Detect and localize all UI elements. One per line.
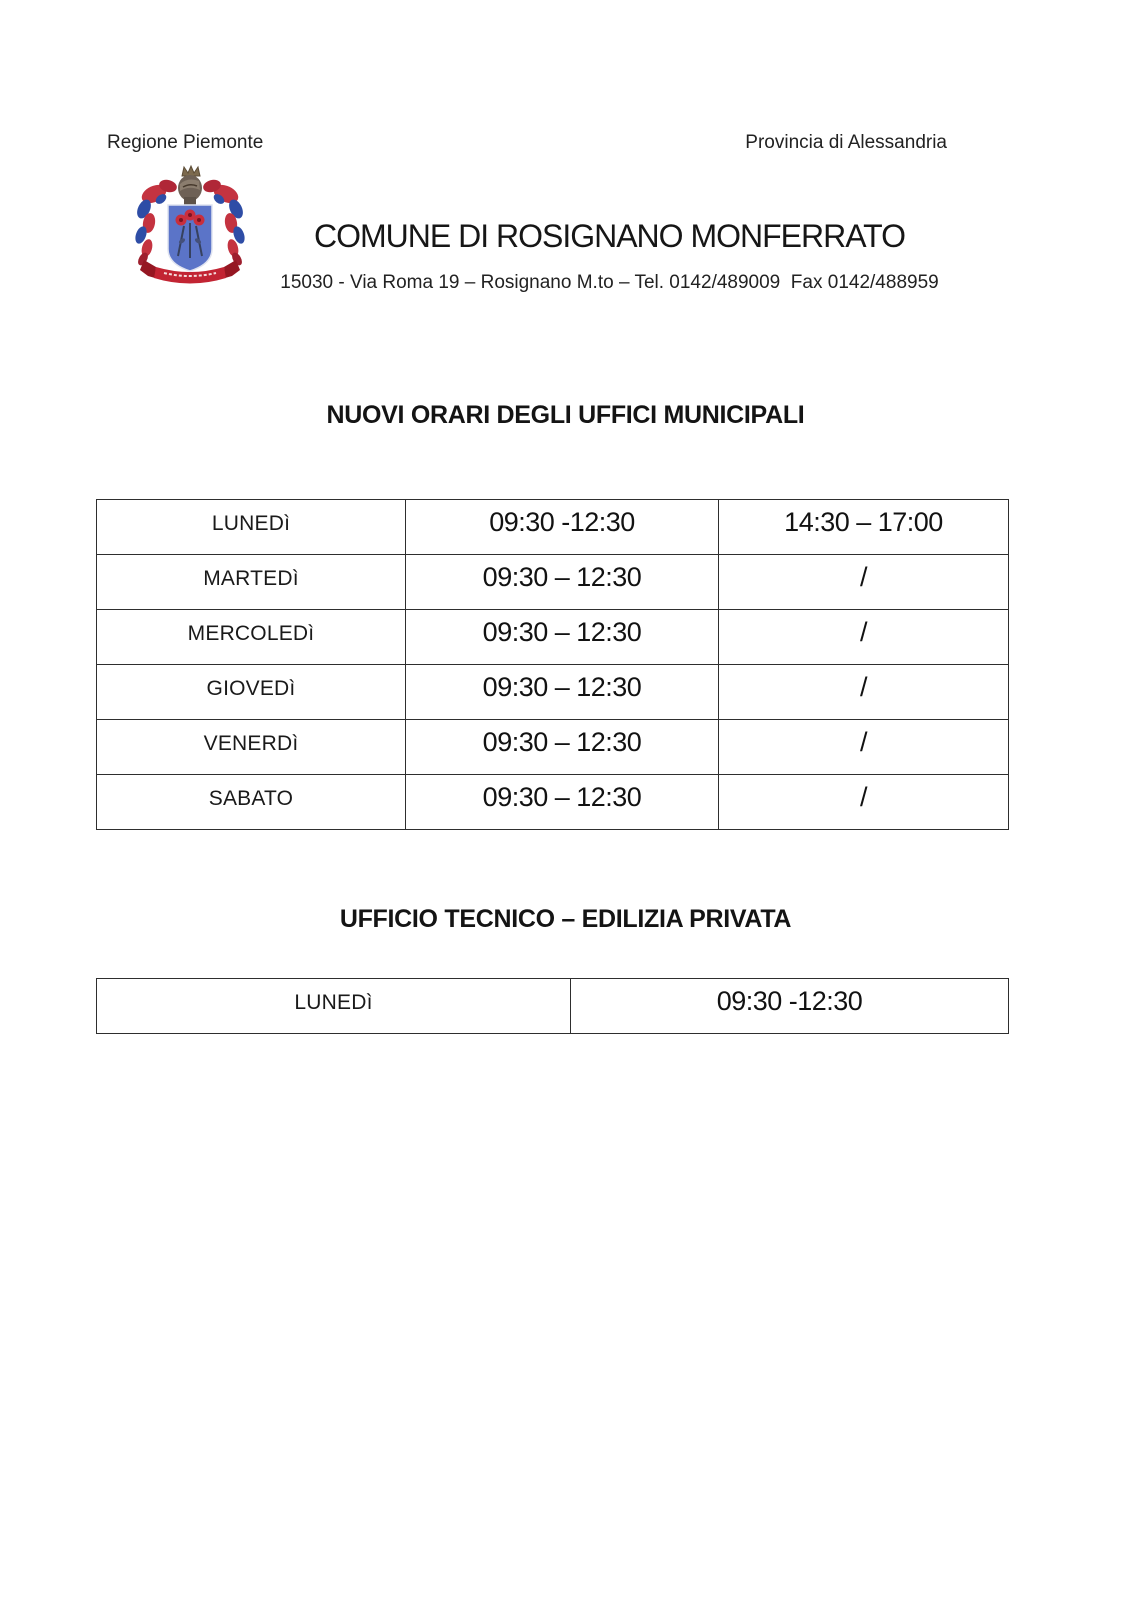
day-cell: MERCOLEDì xyxy=(97,610,406,665)
table-row xyxy=(97,610,1009,665)
address-line: 15030 - Via Roma 19 – Rosignano M.to – Tel. 0142/489009 Fax 0142/488959 xyxy=(280,272,939,293)
table-row xyxy=(97,979,1009,1034)
day-cell: LUNEDì xyxy=(97,500,406,555)
page-title: COMUNE DI ROSIGNANO MONFERRATO xyxy=(313,218,906,254)
schedule-table xyxy=(96,499,1009,830)
table-row xyxy=(97,720,1009,775)
afternoon-cell: / xyxy=(719,775,1009,830)
table-row xyxy=(97,775,1009,830)
table-row xyxy=(97,665,1009,720)
morning-cell: 09:30 – 12:30 xyxy=(406,665,719,720)
day-cell: MARTEDì xyxy=(97,555,406,610)
day-cell: VENERDì xyxy=(97,720,406,775)
afternoon-cell: / xyxy=(719,665,1009,720)
morning-cell: 09:30 -12:30 xyxy=(406,500,719,555)
region-label: Regione Piemonte xyxy=(107,132,264,153)
day-cell: LUNEDì xyxy=(97,979,571,1034)
morning-cell: 09:30 – 12:30 xyxy=(406,555,719,610)
morning-cell: 09:30 – 12:30 xyxy=(406,775,719,830)
table-row xyxy=(97,500,1009,555)
schedule-heading: NUOVI ORARI DEGLI UFFICI MUNICIPALI xyxy=(326,401,805,429)
afternoon-cell: / xyxy=(719,555,1009,610)
province-label: Provincia di Alessandria xyxy=(745,132,947,153)
morning-cell: 09:30 – 12:30 xyxy=(406,720,719,775)
morning-cell: 09:30 – 12:30 xyxy=(406,610,719,665)
afternoon-cell: / xyxy=(719,720,1009,775)
afternoon-cell: / xyxy=(719,610,1009,665)
tech-office-table xyxy=(96,978,1009,1034)
day-cell: SABATO xyxy=(97,775,406,830)
tech-office-heading: UFFICIO TECNICO – EDILIZIA PRIVATA xyxy=(339,905,792,933)
afternoon-cell: 14:30 – 17:00 xyxy=(719,500,1009,555)
hours-cell: 09:30 -12:30 xyxy=(571,979,1009,1034)
table-row xyxy=(97,555,1009,610)
day-cell: GIOVEDì xyxy=(97,665,406,720)
